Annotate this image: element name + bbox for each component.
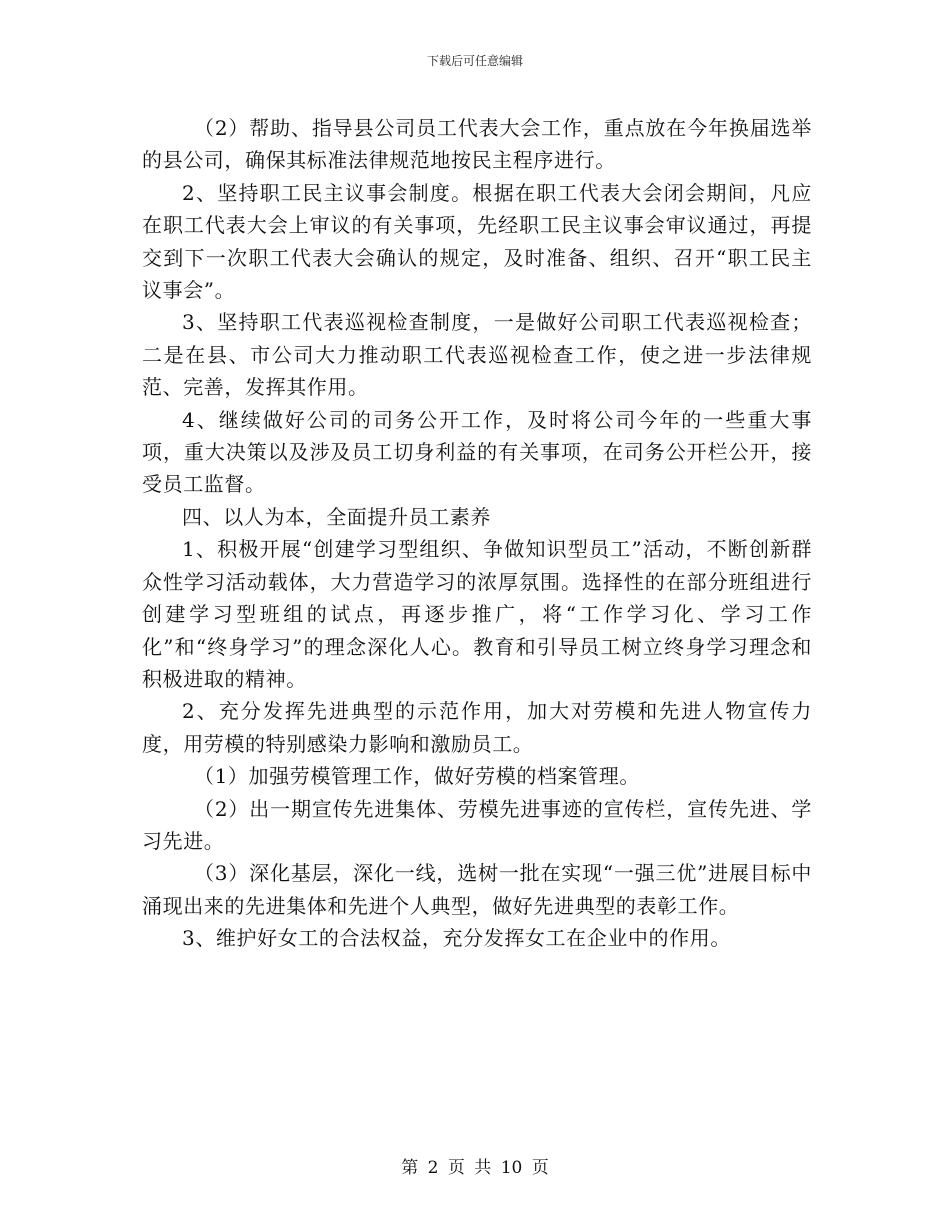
paragraph: 4、继续做好公司的司务公开工作，及时将公司今年的一些重大事项，重大决策以及涉及员工切身利益的有关事项，在司务公开栏公开，接受员工监督。	[142, 407, 812, 497]
paragraph: 2、充分发挥先进典型的示范作用，加大对劳模和先进人物宣传力度，用劳模的特别感染力影响和激励员工。	[142, 699, 812, 756]
page-number-footer: 第 2 页 共 10 页	[401, 1158, 549, 1178]
paragraph: 3、坚持职工代表巡视检查制度，一是做好公司职工代表巡视检查；二是在县、市公司大力推动职工代表巡视检查工作，使之进一步法律规范、完善，发挥其作用。	[142, 310, 812, 400]
paragraph: （2）帮助、指导县公司员工代表大会工作，重点放在今年换届选举的县公司，确保其标准法律规范地按民主程序进行。	[142, 116, 812, 173]
section-heading: 四、以人为本，全面提升员工素养	[182, 504, 491, 529]
paragraph: 3、维护好女工的合法权益，充分发挥女工在企业中的作用。	[182, 926, 731, 951]
document-body	[142, 112, 812, 955]
paragraph: （3）深化基层，深化一线，选树一批在实现“一强三优”进展目标中涌现出来的先进集体和先进个人典型，做好先进典型的表彰工作。	[142, 861, 812, 918]
paragraph: （2）出一期宣传先进集体、劳模先进事迹的宣传栏，宣传先进、学习先进。	[142, 796, 812, 853]
paragraph: （1）加强劳模管理工作，做好劳模的档案管理。	[194, 764, 640, 789]
paragraph: 2、坚持职工民主议事会制度。根据在职工代表大会闭会期间，凡应在职工代表大会上审议的有关事项，先经职工民主议事会审议通过，再提交到下一次职工代表大会确认的规定，及时准备、组织、召开“职工民主议事会”。	[142, 180, 812, 303]
paragraph: 1、积极开展“创建学习型组织、争做知识型员工”活动，不断创新群众性学习活动载体，大力营造学习的浓厚氛围。选择性的在部分班组进行创建学习型班组的试点，再逐步推广，将“工作学习化、学习工作化”和“终身学习”的理念深化人心。教育和引导员工树立终身学习理念和积极进取的精神。	[142, 537, 812, 691]
header-note: 下载后可任意编辑	[426, 54, 523, 68]
